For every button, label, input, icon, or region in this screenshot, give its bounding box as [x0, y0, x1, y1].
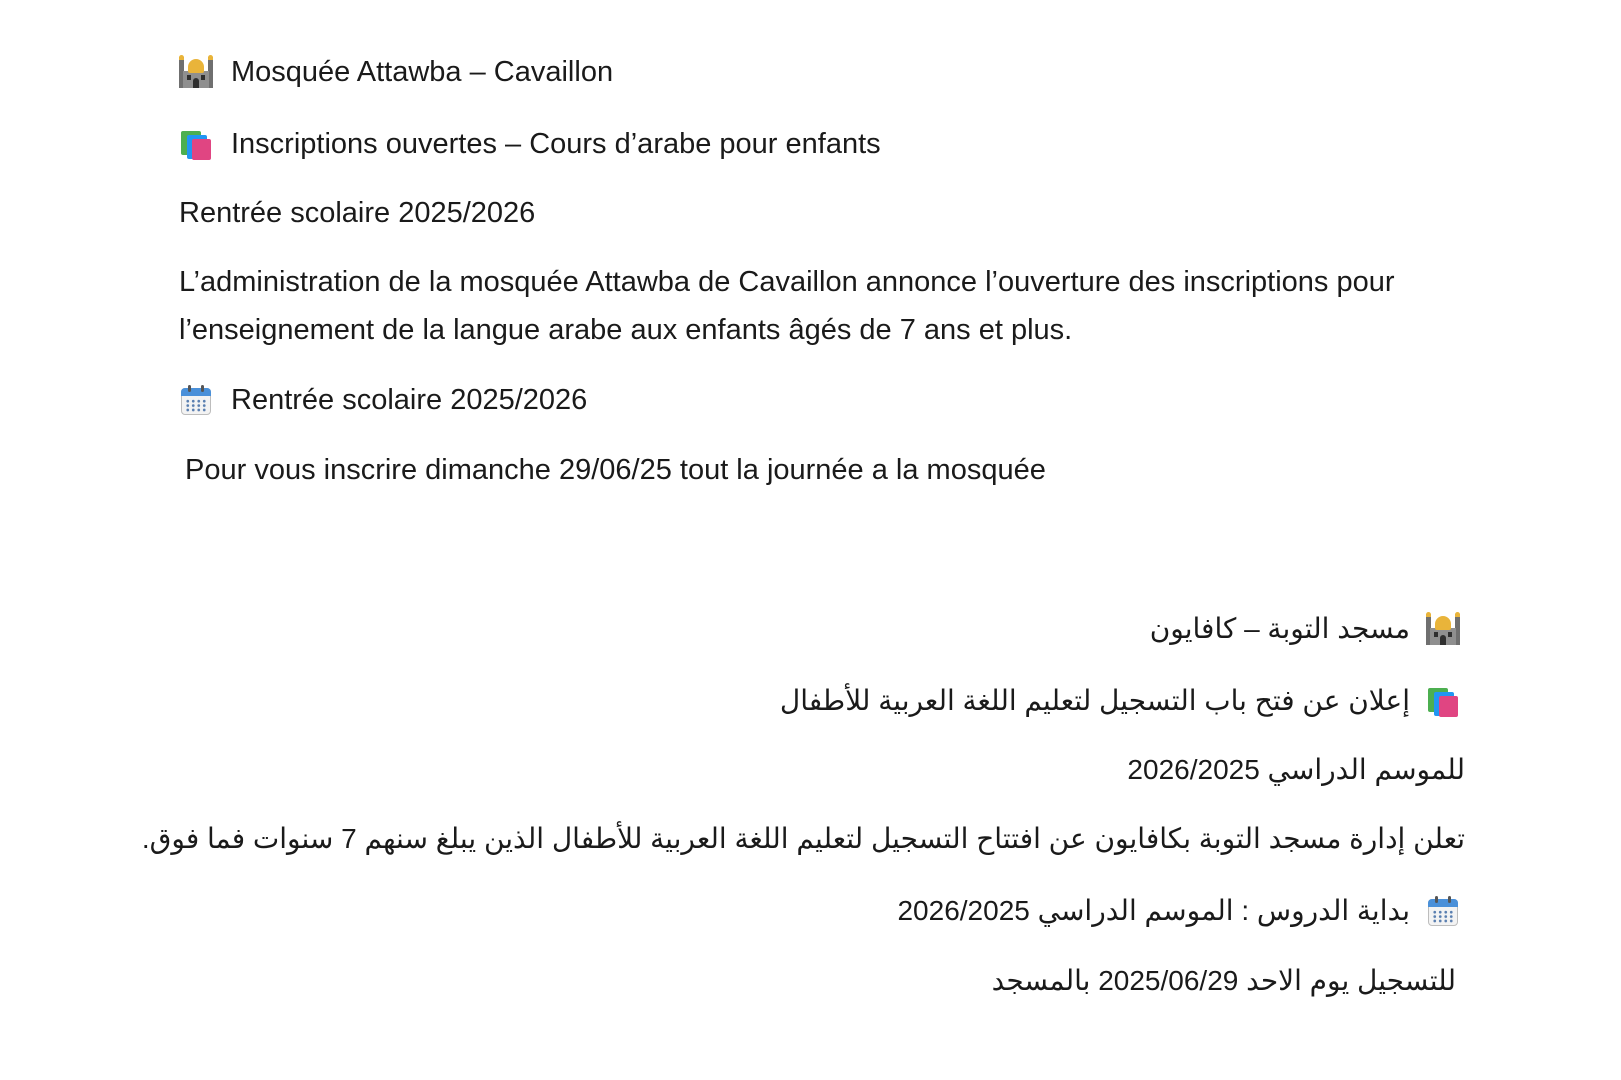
arabic-start: بداية الدروس : الموسم الدراسي 2026/2025 — [897, 895, 1410, 926]
french-announcement-line — [179, 121, 881, 167]
arabic-title: مسجد التوبة – كافايون — [1149, 613, 1410, 644]
arabic-announcement: إعلان عن فتح باب التسجيل لتعليم اللغة العربية للأطفال — [779, 685, 1410, 716]
arabic-announcement-line — [780, 678, 1460, 724]
arabic-paragraph: تعلن إدارة مسجد التوبة بكافايون عن افتتاح التسجيل لتعليم اللغة العربية للأطفال الذين يبلغ سنهم 7 سنوات فما فوق. — [141, 823, 1465, 854]
arabic-registration: للتسجيل يوم الاحد 2025/06/29 بالمسجد — [991, 965, 1456, 996]
french-start-line — [179, 377, 587, 423]
books-icon — [179, 127, 213, 161]
mosque-icon — [179, 55, 213, 89]
french-registration: Pour vous inscrire dimanche 29/06/25 tout la journée a la mosquée — [185, 454, 1046, 486]
french-title-line — [179, 49, 613, 95]
french-start: Rentrée scolaire 2025/2026 — [231, 384, 588, 416]
arabic-start-line — [897, 888, 1460, 934]
arabic-school-year: للموسم الدراسي 2026/2025 — [1127, 754, 1465, 785]
french-title: Mosquée Attawba – Cavaillon — [231, 56, 614, 88]
french-announcement: Inscriptions ouvertes – Cours d’arabe pour enfants — [231, 128, 881, 160]
french-paragraph: L’administration de la mosquée Attawba de Cavaillon annonce l’ouverture des inscriptions pour l’enseignement de la langue arabe aux enfants âgés de 7 ans et plus. — [179, 266, 1395, 346]
french-school-year: Rentrée scolaire 2025/2026 — [179, 197, 536, 229]
mosque-icon — [1426, 612, 1460, 646]
arabic-title-line — [1150, 606, 1460, 652]
calendar-icon — [179, 383, 213, 417]
calendar-icon — [1426, 894, 1460, 928]
books-icon — [1426, 684, 1460, 718]
